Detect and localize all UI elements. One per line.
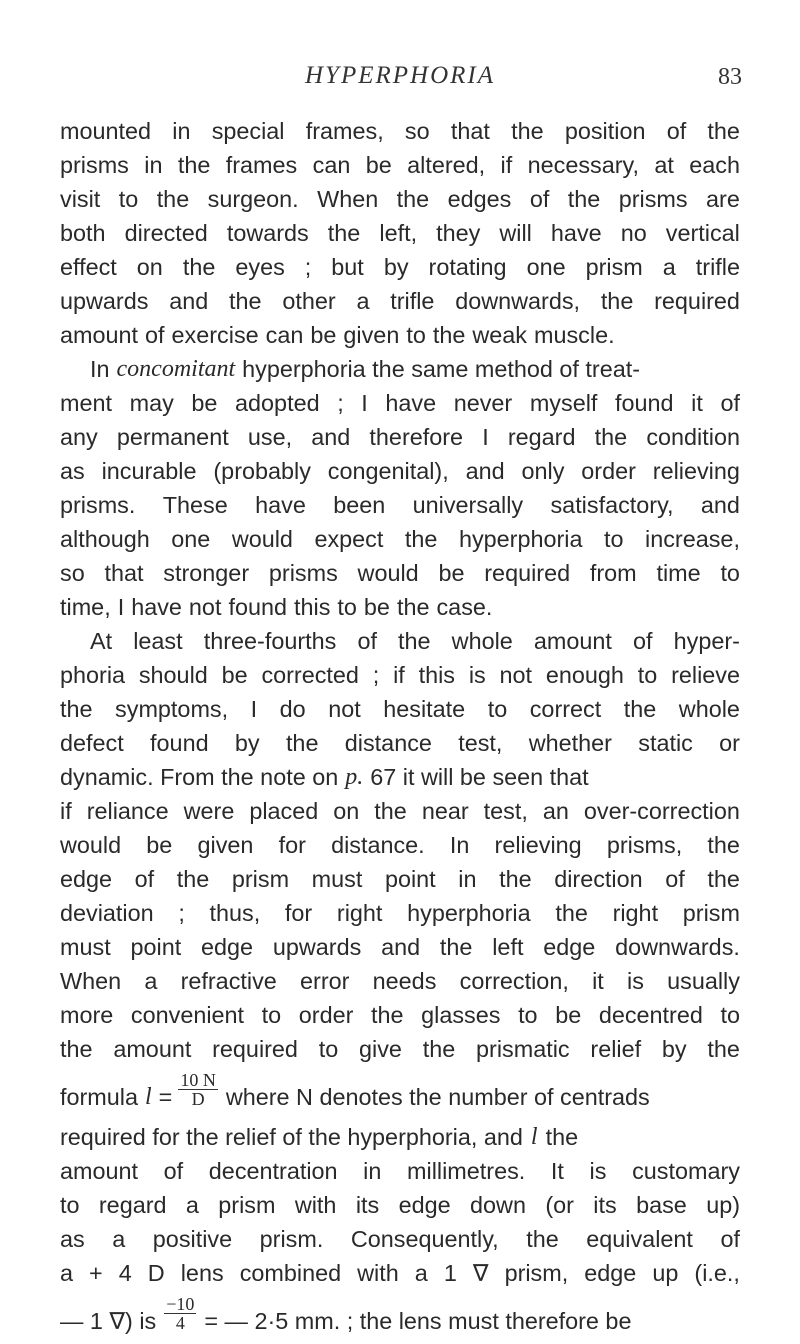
text-line: edge of the prism must point in the direction of the bbox=[60, 866, 740, 892]
fraction-denominator: 4 bbox=[175, 1313, 185, 1333]
text-segment: dynamic. From the note on bbox=[60, 764, 339, 790]
text-line bbox=[60, 1120, 740, 1154]
text-line: although one would expect the hyperphoria to increase, bbox=[60, 526, 740, 552]
text-line: must point edge upwards and the left edge downwards. bbox=[60, 934, 740, 960]
text-segment: In bbox=[90, 356, 110, 382]
page-header bbox=[0, 62, 800, 98]
text-segment: required for the relief of the hyperphoria, and bbox=[60, 1124, 523, 1150]
text-segment: = — 2·5 mm. ; the lens must therefore be bbox=[204, 1308, 632, 1334]
text-line: the symptoms, I do not hesitate to correct the whole bbox=[60, 696, 740, 722]
text-line: effect on the eyes ; but by rotating one prism a trifle bbox=[60, 254, 740, 280]
text-line: phoria should be corrected ; if this is not enough to relieve bbox=[60, 662, 740, 688]
text-segment: 67 it will be seen that bbox=[370, 764, 589, 790]
text-line: as a positive prism. Consequently, the equivalent of bbox=[60, 1226, 740, 1252]
text-line: When a refractive error needs correction, it is usually bbox=[60, 968, 740, 994]
text-line: amount of exercise can be given to the weak muscle. bbox=[60, 322, 615, 348]
text-line: would be given for distance. In relieving prisms, the bbox=[60, 832, 740, 858]
fraction-numerator: −10 bbox=[166, 1294, 195, 1314]
text-line: mounted in special frames, so that the position of the bbox=[60, 118, 740, 144]
fraction-denominator: D bbox=[191, 1089, 205, 1109]
text-line: deviation ; thus, for right hyperphoria the right prism bbox=[60, 900, 740, 926]
running-title: HYPERPHORIA bbox=[304, 62, 496, 89]
text-line: defect found by the distance test, whether static or bbox=[60, 730, 740, 756]
page-number: 83 bbox=[718, 64, 742, 90]
text-line: so that stronger prisms would be required from time to bbox=[60, 560, 740, 586]
formula-variable: l bbox=[145, 1084, 152, 1110]
italic-term: concomitant bbox=[116, 356, 236, 382]
text-line: time, I have not found this to be the case. bbox=[60, 594, 493, 620]
text-line: ment may be adopted ; I have never myself found it of bbox=[60, 390, 740, 416]
formula-line bbox=[60, 1066, 740, 1120]
formula-equals: = bbox=[158, 1084, 173, 1110]
text-segment: — 1 ∇) is bbox=[60, 1308, 157, 1334]
text-line: visit to the surgeon. When the edges of the prisms are bbox=[60, 186, 740, 212]
text-segment: hyperphoria the same method of treat- bbox=[242, 356, 641, 382]
text-segment: the bbox=[545, 1124, 579, 1150]
text-line: the amount required to give the prismatic relief by the bbox=[60, 1036, 740, 1062]
text-line: prisms in the frames can be altered, if necessary, at each bbox=[60, 152, 740, 178]
paragraph-start-line: At least three-fourths of the whole amount of hyper- bbox=[90, 628, 740, 654]
text-line: as incurable (probably congenital), and only order relieving bbox=[60, 458, 740, 484]
text-line: to regard a prism with its edge down (or its base up) bbox=[60, 1192, 740, 1218]
text-segment: where N denotes the number of centrads bbox=[225, 1084, 650, 1110]
text-line: prisms. These have been universally satisfactory, and bbox=[60, 492, 740, 518]
text-line: any permanent use, and therefore I regard the condition bbox=[60, 424, 740, 450]
text-segment: formula bbox=[60, 1084, 138, 1110]
text-line: amount of decentration in millimetres. It is customary bbox=[60, 1158, 740, 1184]
fraction-numerator: 10 N bbox=[180, 1070, 216, 1090]
text-line: more convenient to order the glasses to be decentred to bbox=[60, 1002, 740, 1028]
body-text bbox=[60, 114, 740, 1344]
text-line: if reliance were placed on the near test, an over-correction bbox=[60, 798, 740, 824]
formula-variable: l bbox=[530, 1124, 538, 1150]
text-line bbox=[60, 760, 740, 794]
formula-fraction bbox=[164, 1295, 196, 1332]
text-line: both directed towards the left, they will have no vertical bbox=[60, 220, 740, 246]
paragraph-start-line bbox=[60, 352, 740, 386]
text-line: a + 4 D lens combined with a 1 ∇ prism, edge up (i.e., bbox=[60, 1260, 740, 1286]
text-line: upwards and the other a trifle downwards, the required bbox=[60, 288, 740, 314]
formula-fraction bbox=[178, 1071, 218, 1108]
formula-line bbox=[60, 1290, 740, 1344]
italic-abbrev: p. bbox=[345, 764, 364, 790]
